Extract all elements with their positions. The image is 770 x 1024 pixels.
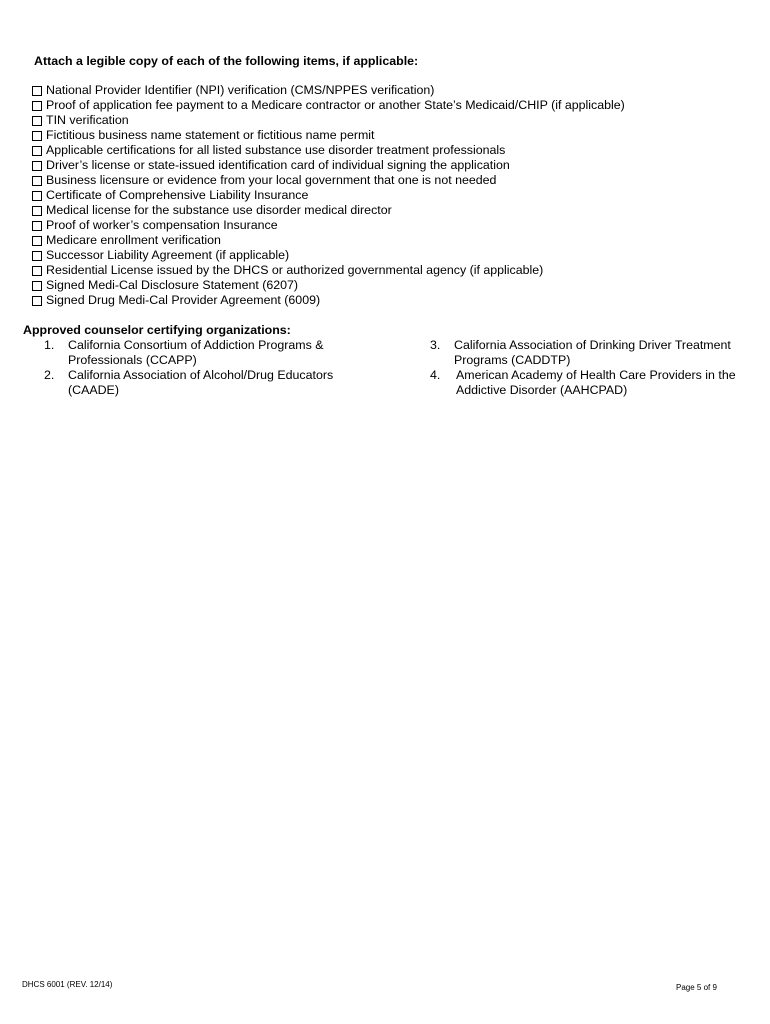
checkbox[interactable]: [32, 236, 42, 246]
checkbox[interactable]: [32, 206, 42, 216]
checklist-item-label: Medicare enrollment verification: [46, 233, 221, 247]
organizations-list-right: [430, 338, 750, 398]
organization-name: California Association of Alcohol/Drug Educators (CAADE): [68, 368, 334, 397]
checklist-heading: Attach a legible copy of each of the following items, if applicable:: [34, 54, 419, 68]
checkbox[interactable]: [32, 101, 42, 111]
checklist-item-label: Signed Medi-Cal Disclosure Statement (6207): [46, 278, 299, 292]
form-identifier: DHCS 6001 (REV. 12/14): [22, 980, 113, 989]
checkbox[interactable]: [32, 266, 42, 276]
page-number: Page 5 of 9: [676, 983, 717, 992]
checkbox[interactable]: [32, 146, 42, 156]
checklist-item-npi-verification: [32, 83, 625, 98]
checklist-item-fictitious-name: [32, 128, 625, 143]
organization-item: [44, 338, 374, 368]
checklist-item-label: Medical license for the substance use disorder medical director: [46, 203, 392, 217]
checklist-item-liability-insurance: [32, 188, 625, 203]
organizations-heading: Approved counselor certifying organizations:: [23, 323, 291, 337]
checkbox[interactable]: [32, 251, 42, 261]
checklist-item-business-licensure: [32, 173, 625, 188]
checklist-item-label: Driver’s license or state-issued identification card of individual signing the application: [46, 158, 510, 172]
checkbox[interactable]: [32, 131, 42, 141]
checklist-item-disclosure-statement: [32, 278, 625, 293]
checklist-item-successor-liability: [32, 248, 625, 263]
checklist-item-label: Residential License issued by the DHCS or authorized governmental agency (if applicable): [46, 263, 544, 277]
checkbox[interactable]: [32, 116, 42, 126]
organization-number: 2.: [44, 368, 55, 382]
checklist-item-workers-compensation: [32, 218, 625, 233]
organization-name: California Consortium of Addiction Programs & Professionals (CCAPP): [68, 338, 324, 367]
checklist-item-provider-agreement: [32, 293, 625, 308]
checklist-item-application-fee: [32, 98, 625, 113]
attachment-checklist: [32, 83, 625, 308]
checklist-item-drivers-license: [32, 158, 625, 173]
organization-item: [44, 368, 374, 398]
checkbox[interactable]: [32, 191, 42, 201]
checklist-item-certifications: [32, 143, 625, 158]
organization-item: [430, 338, 750, 368]
checkbox[interactable]: [32, 176, 42, 186]
checklist-item-label: TIN verification: [46, 113, 129, 127]
organization-name: American Academy of Health Care Providers in the Addictive Disorder (AAHCPAD): [456, 368, 736, 397]
checkbox[interactable]: [32, 221, 42, 231]
checklist-item-label: Proof of worker’s compensation Insurance: [46, 218, 278, 232]
checklist-item-label: Proof of application fee payment to a Medicare contractor or another State’s Medicaid/CHIP (if applicable): [46, 98, 625, 112]
checklist-item-label: Signed Drug Medi-Cal Provider Agreement (6009): [46, 293, 321, 307]
checklist-item-label: Applicable certifications for all listed substance use disorder treatment professionals: [46, 143, 506, 157]
organizations-list-left: [44, 338, 374, 398]
checklist-item-label: Fictitious business name statement or fictitious name permit: [46, 128, 375, 142]
organization-number: 3.: [430, 338, 441, 352]
checkbox[interactable]: [32, 281, 42, 291]
organization-name: California Association of Drinking Driver Treatment Programs (CADDTP): [454, 338, 731, 367]
checklist-item-label: Certificate of Comprehensive Liability Insurance: [46, 188, 309, 202]
checkbox[interactable]: [32, 296, 42, 306]
checklist-item-label: National Provider Identifier (NPI) verification (CMS/NPPES verification): [46, 83, 435, 97]
checklist-item-residential-license: [32, 263, 625, 278]
checklist-item-medicare-enrollment: [32, 233, 625, 248]
checklist-item-label: Successor Liability Agreement (if applicable): [46, 248, 290, 262]
checklist-item-tin-verification: [32, 113, 625, 128]
checklist-item-label: Business licensure or evidence from your local government that one is not needed: [46, 173, 497, 187]
organization-number: 4.: [430, 368, 441, 382]
checkbox[interactable]: [32, 161, 42, 171]
checkbox[interactable]: [32, 86, 42, 96]
organization-item: [430, 368, 750, 398]
organization-number: 1.: [44, 338, 55, 352]
checklist-item-medical-license: [32, 203, 625, 218]
